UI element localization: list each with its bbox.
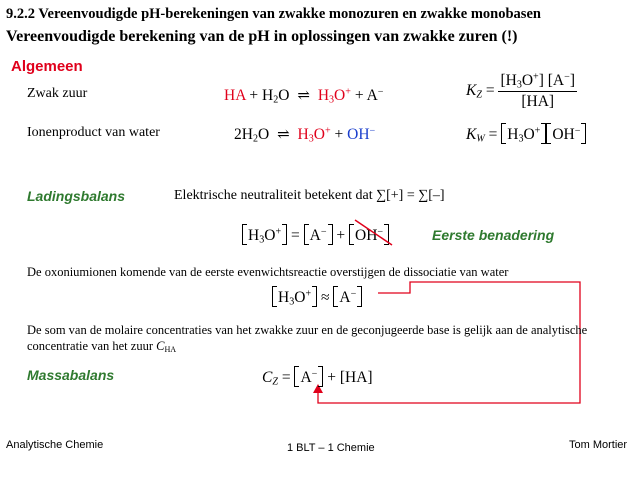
ladingsbalans-label: Ladingsbalans — [27, 188, 126, 204]
kz-numerator: $[H_3O^+]$ [A−] — [500, 71, 575, 91]
h3o-term: $H_3O^+$ — [297, 125, 331, 145]
footer-left: Analytische Chemie — [6, 439, 104, 451]
oxonium-statement: De oxoniumionen komende van de eerste evenwichtsreactie overstijgen de dissociatie van water — [27, 265, 509, 279]
equilibrium-arrow-icon: ⇌ — [297, 88, 310, 104]
page-title: 9.2.2 Vereenvoudigde pH-berekeningen van zwakke monozuren en zwakke monobasen — [6, 6, 541, 22]
mass-statement-line2: concentratie van het zuur $C_{HA}$ — [27, 339, 177, 355]
mass-balance-equation: $C_Z = A^- + [HA]$ — [262, 366, 373, 387]
page-subtitle: Vereenvoudigde berekening van de pH in oplossingen van zwakke zuren (!) — [6, 28, 518, 45]
mass-statement-line1: De som van de molaire concentraties van het zwakke zuur en de geconjugeerde base is gelijk aan de analytische — [27, 323, 588, 337]
approximation-equation: $H_3O^+ \approx A^-$ — [272, 286, 362, 307]
neutrality-statement: Elektrische neutraliteit betekent dat ∑[+] = ∑[–] — [174, 188, 445, 203]
kw-equals: = — [488, 126, 498, 143]
kw-expression: $K_W = H_3O^+$ OH− — [466, 123, 586, 144]
section-heading-algemeen: Algemeen — [11, 58, 83, 75]
footer-right: Tom Mortier — [569, 439, 628, 451]
h3o-term: $H_3O^+$ — [317, 86, 351, 106]
ha-term: HA — [224, 87, 246, 104]
plus-sign: + — [249, 87, 259, 104]
water-term: $H_2O$ — [262, 87, 290, 106]
charge-balance-equation: $H_3O^+ = A^- + OH^-$ — [242, 224, 389, 245]
plus-sign: + — [334, 126, 344, 143]
equilibrium-arrow-icon: ⇌ — [277, 127, 290, 143]
plus-sign: + — [354, 87, 364, 104]
first-approximation-label: Eerste benadering — [432, 227, 555, 243]
kw-symbol: $K_W$ — [466, 126, 485, 145]
footer-center: 1 BLT – 1 Chemie — [287, 442, 375, 454]
water-term: $2H_2O$ — [234, 126, 270, 145]
oh-term: OH− — [347, 125, 376, 143]
a-minus-term: A− — [366, 86, 384, 104]
kz-equals: = — [485, 82, 495, 100]
kz-symbol: $K_Z$ — [466, 82, 482, 101]
water-product-label: Ionenproduct van water — [27, 125, 160, 140]
oh-cross-out-line — [355, 220, 392, 245]
weak-acid-label: Zwak zuur — [27, 86, 88, 101]
massabalans-label: Massabalans — [27, 367, 115, 383]
kz-denominator: [HA] — [521, 93, 555, 110]
